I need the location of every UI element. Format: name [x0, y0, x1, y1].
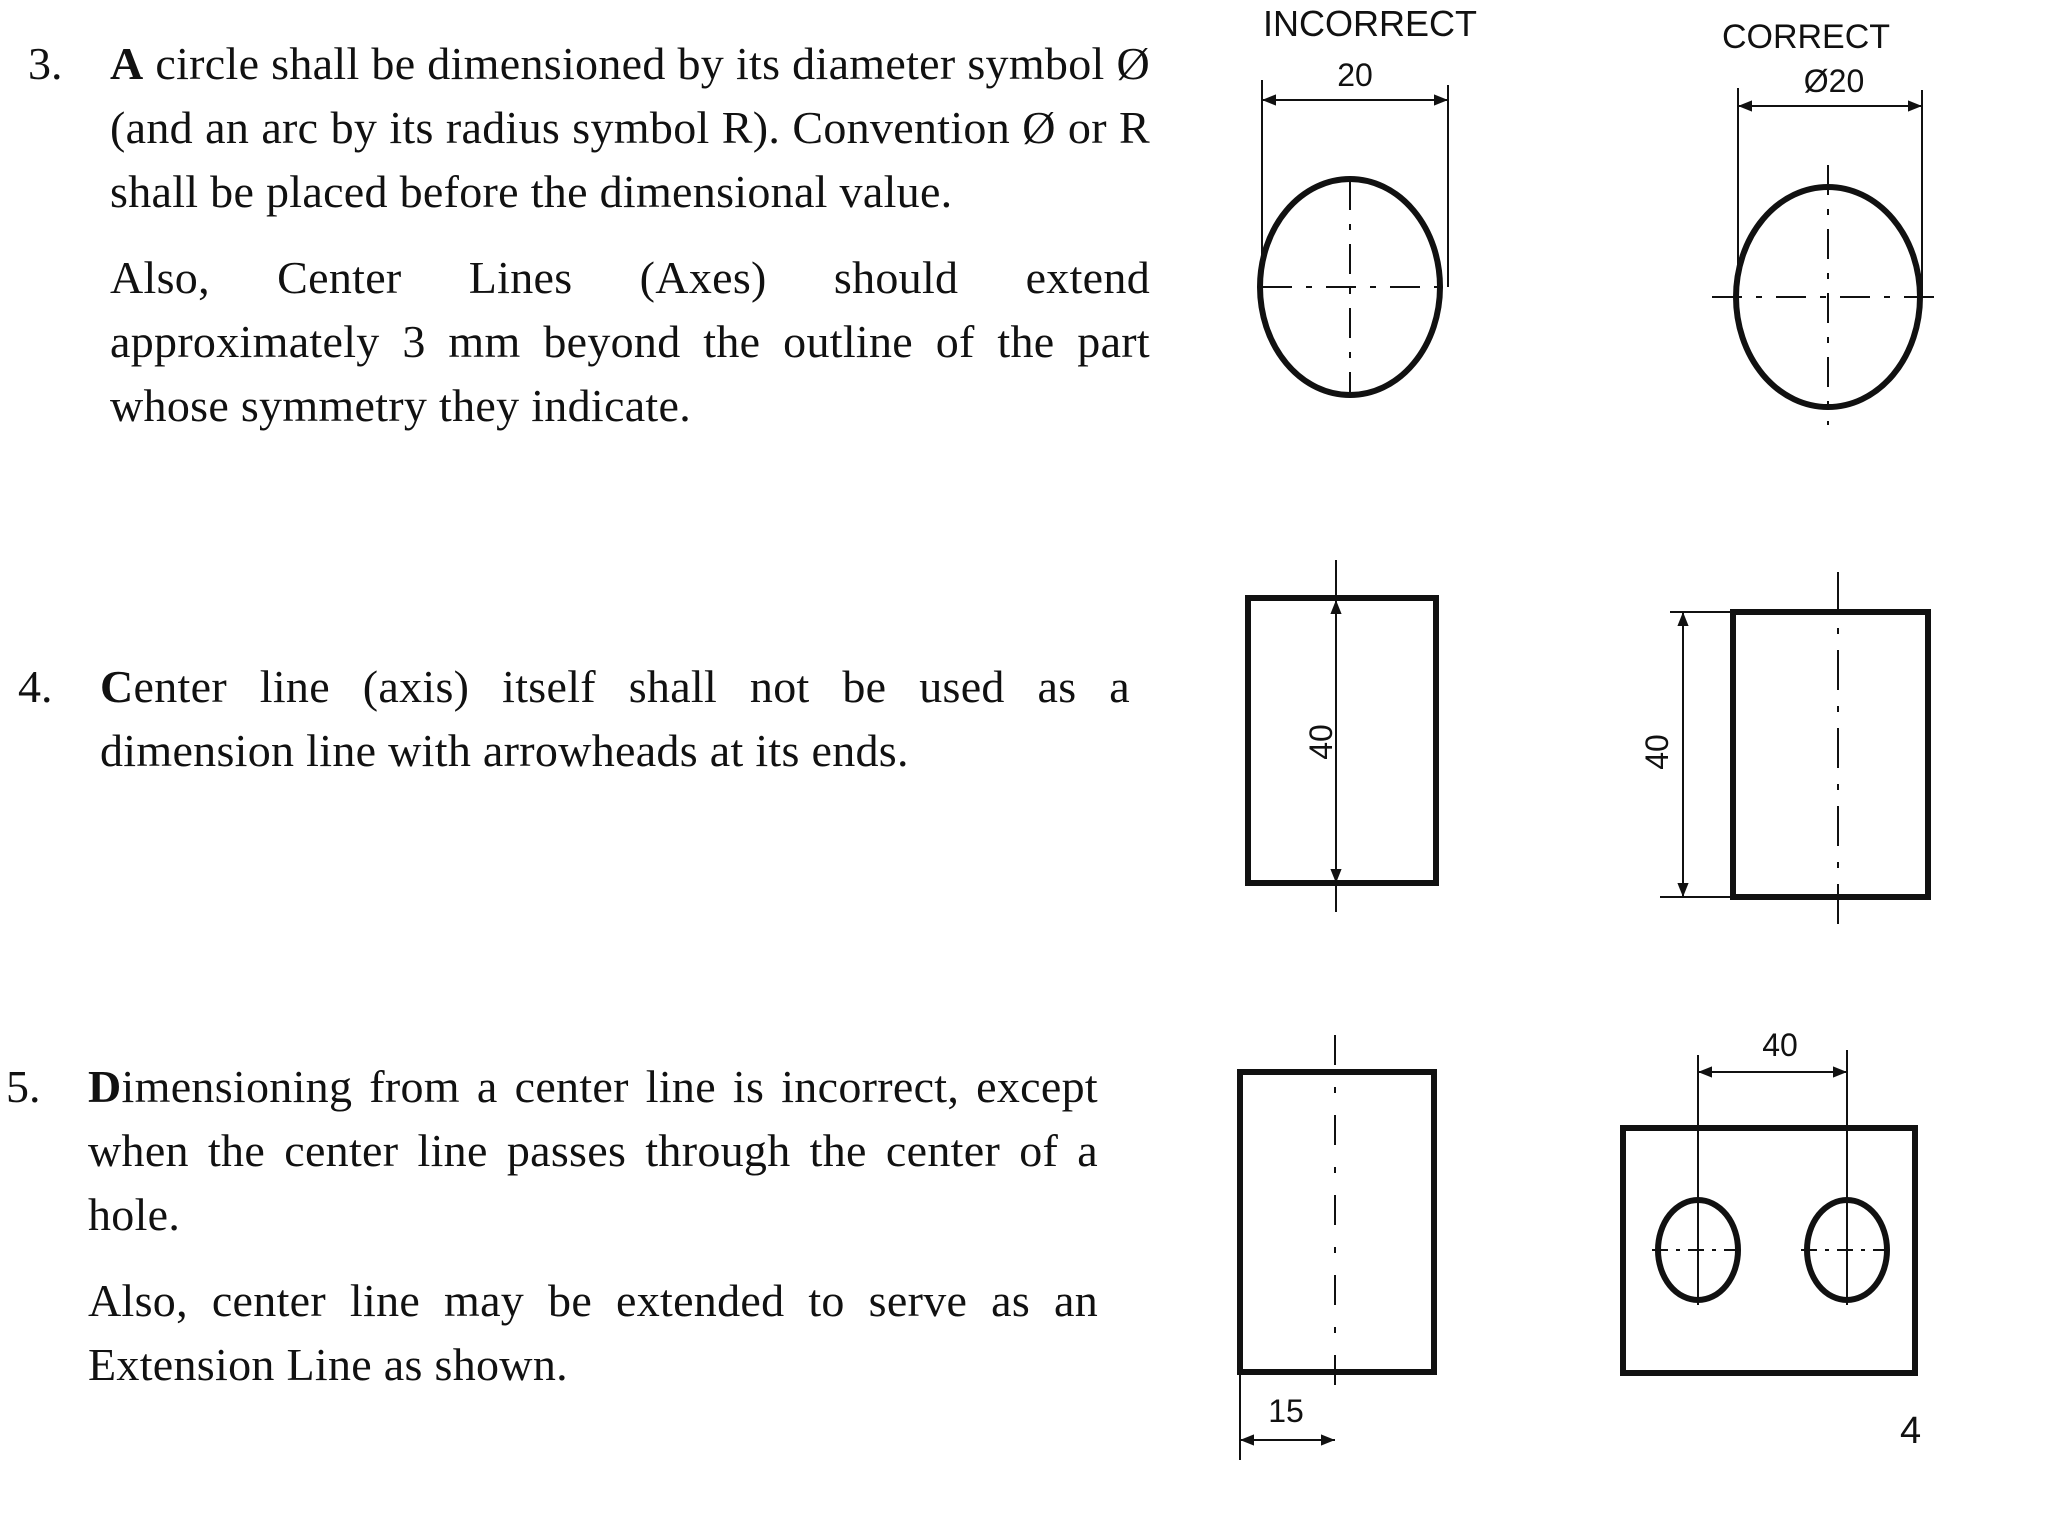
rule-body	[100, 655, 1130, 805]
circle-correct-dim: Ø20	[1803, 63, 1865, 99]
correct-header: CORRECT	[1721, 18, 1891, 56]
circle-incorrect-dim: 20	[1337, 57, 1373, 93]
page-number: 4	[1900, 1410, 1922, 1452]
circle-incorrect-figure	[1260, 80, 1448, 395]
rule-paragraph: Also, center line may be extended to serve as an Extension Line as shown.	[88, 1275, 1098, 1390]
rect-incorrect-figure	[1248, 560, 1436, 920]
rule-number: 5.	[6, 1061, 41, 1112]
rule-body	[88, 1055, 1098, 1419]
rule-number: 3.	[28, 38, 63, 89]
rule-paragraph: A circle shall be dimensioned by its diameter symbol Ø (and an arc by its radius symbol R). Convention Ø or R shall be placed before the dimensional value.	[110, 38, 1150, 217]
rect-correct-figure	[1660, 572, 1928, 935]
incorrect-header: INCORRECT	[1263, 3, 1477, 44]
rule-paragraph: Also, Center Lines (Axes) should extend approximately 3 mm beyond the outline of the part whose symmetry they indicate.	[110, 252, 1150, 431]
rule-paragraph: Dimensioning from a center line is incorrect, except when the center line passes through the center of a hole.	[88, 1061, 1098, 1240]
rect-correct-dim: 40	[1639, 734, 1675, 770]
hole-incorrect-figure	[1240, 1035, 1434, 1460]
hole-correct-figure	[1623, 1050, 1915, 1373]
rect-incorrect-dim: 40	[1303, 724, 1339, 760]
rule-body	[110, 32, 1150, 460]
hole-incorrect-dim: 15	[1268, 1393, 1304, 1429]
circle-correct-figure	[1712, 88, 1944, 425]
rule-paragraph: Center line (axis) itself shall not be used as a dimension line with arrowheads at its ends.	[100, 661, 1130, 776]
hole-correct-dim: 40	[1762, 1027, 1798, 1063]
rule-number: 4.	[18, 661, 53, 712]
